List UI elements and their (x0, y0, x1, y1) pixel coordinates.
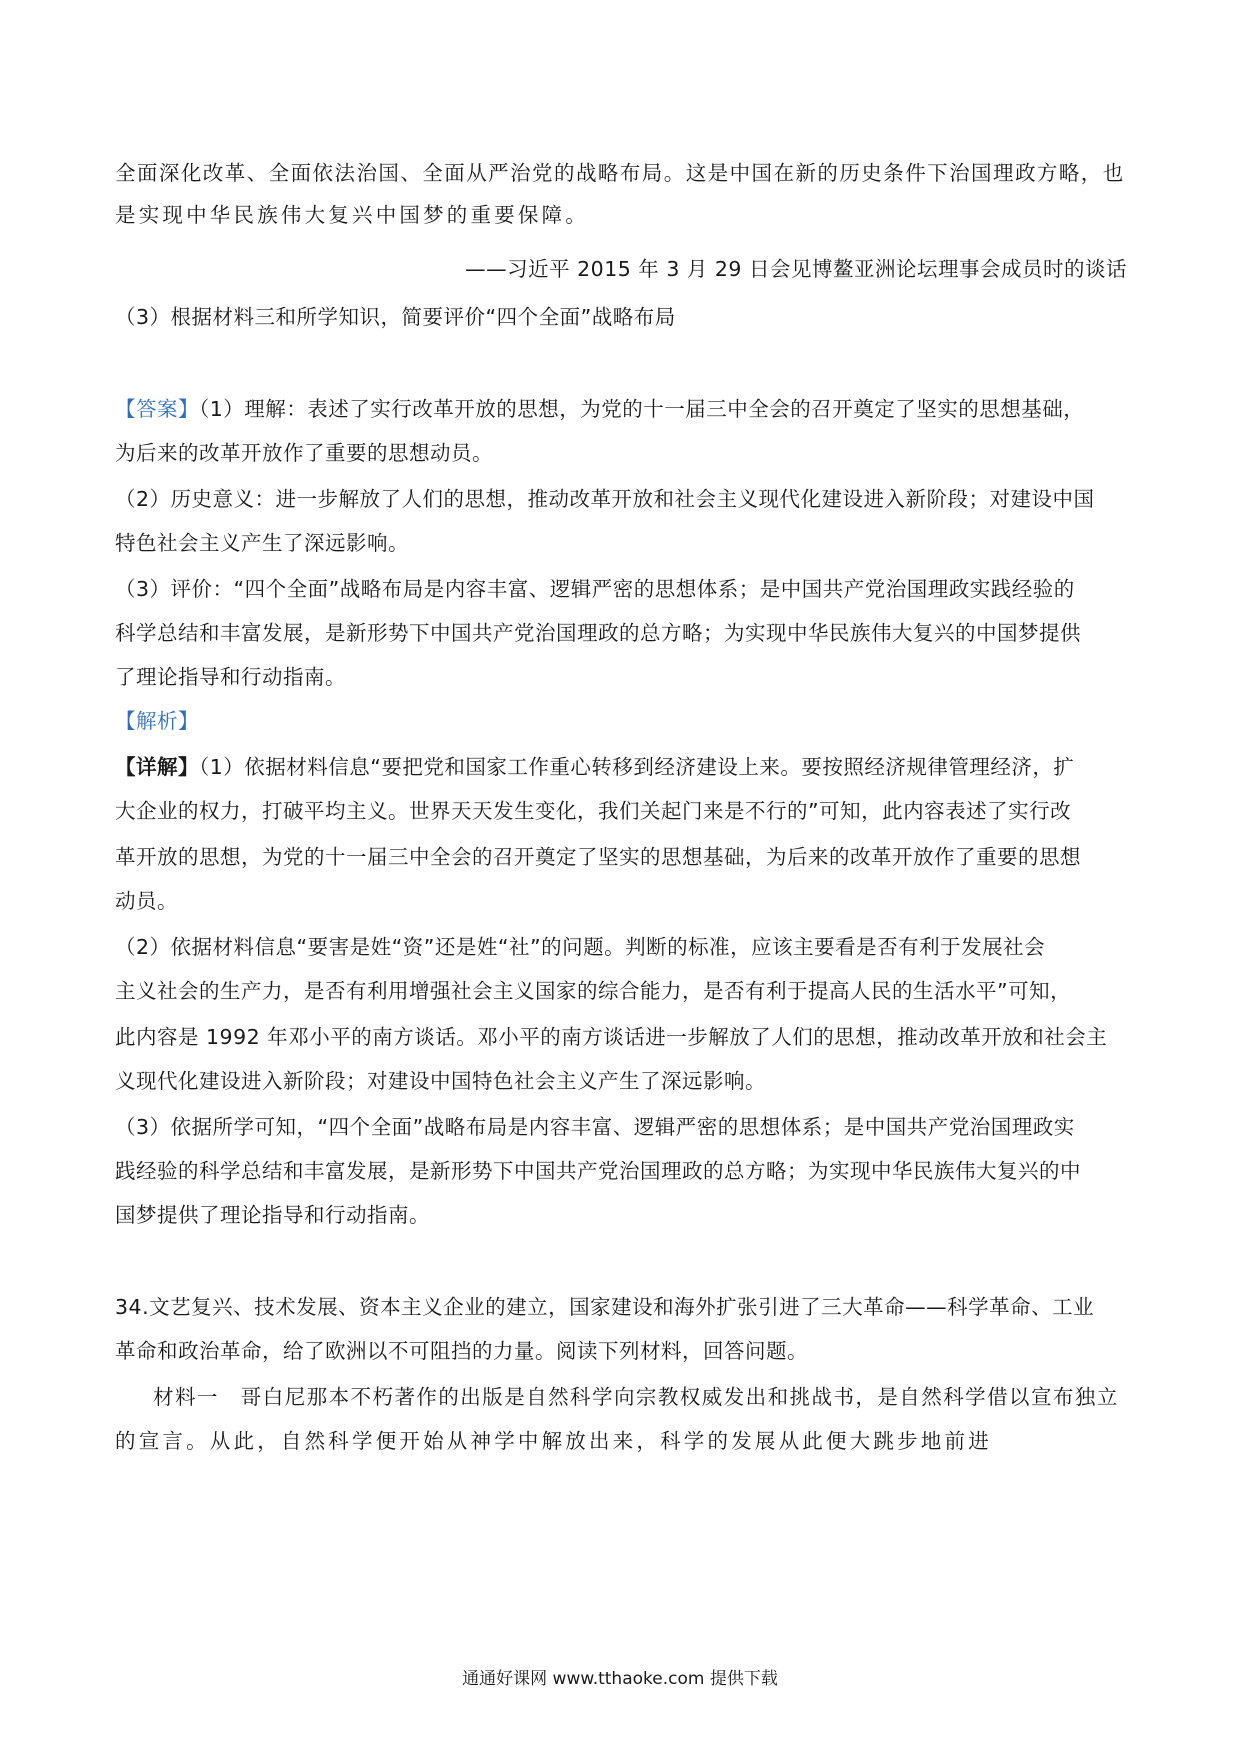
question-34-line-1: 34.文艺复兴、技术发展、资本主义企业的建立，国家建设和海外扩张引进了三大革命——科学革命、工业 (115, 1295, 1095, 1319)
detail-3-line-1: （3）依据所学可知，“四个全面”战略布局是内容丰富、逻辑严密的思想体系；是中国共产党治国理政实 (115, 1115, 1075, 1139)
detail-tag: 【详解】 (115, 755, 199, 779)
detail-1-line-4: 动员。 (115, 889, 178, 913)
answer-3-line-1: （3）评价：“四个全面”战略布局是内容丰富、逻辑严密的思想体系；是中国共产党治国理政实践经验的 (115, 577, 1075, 601)
detail-1-line-2: 大企业的权力，打破平均主义。世界天天发生变化，我们关起门来是不行的”可知，此内容表述了实行改 (115, 799, 1072, 823)
detail-2-line-4: 义现代化建设进入新阶段；对建设中国特色社会主义产生了深远影响。 (115, 1069, 766, 1093)
answer-2-line-1: （2）历史意义：进一步解放了人们的思想，推动改革开放和社会主义现代化建设进入新阶段；对建设中国 (115, 487, 1095, 511)
analysis-tag: 【解析】 (115, 709, 199, 733)
answer-1-text: （1）理解：表述了实行改革开放的思想，为党的十一届三中全会的召开奠定了坚实的思想基础， (199, 397, 1085, 421)
material-three-line-2: 是实现中华民族伟大复兴中国梦的重要保障。 (115, 203, 589, 227)
material-three-line-1: 全面深化改革、全面依法治国、全面从严治党的战略布局。这是中国在新的历史条件下治国理政方略，也 (115, 161, 1125, 185)
material-one-line-2: 的宣言。从此，自然科学便开始从神学中解放出来，科学的发展从此便大跳步地前进 (115, 1429, 992, 1453)
answer-1-line-2: 为后来的改革开放作了重要的思想动员。 (115, 441, 493, 465)
detail-3-line-2: 践经验的科学总结和丰富发展，是新形势下中国共产党治国理政的总方略；为实现中华民族伟大复兴的中 (115, 1159, 1081, 1183)
answer-3-line-3: 了理论指导和行动指南。 (115, 665, 346, 689)
detail-2-line-1: （2）依据材料信息“要害是姓“资”还是姓“社”的问题。判断的标准，应该主要看是否有利于发展社会 (115, 935, 1046, 959)
detail-line-1 (115, 754, 1125, 780)
answer-2-line-2: 特色社会主义产生了深远影响。 (115, 531, 409, 555)
question-three: （3）根据材料三和所学知识，简要评价“四个全面”战略布局 (115, 305, 676, 329)
detail-1-text: （1）依据材料信息“要把党和国家工作重心转移到经济建设上来。要按照经济规律管理经济，扩 (199, 755, 1075, 779)
answer-tag: 【答案】 (115, 397, 199, 421)
question-34-line-2: 革命和政治革命，给了欧洲以不可阻挡的力量。阅读下列材料，回答问题。 (115, 1339, 808, 1363)
page-footer: 通通好课网 www.tthaoke.com 提供下载 (462, 1669, 778, 1689)
detail-2-line-3: 此内容是 1992 年邓小平的南方谈话。邓小平的南方谈话进一步解放了人们的思想，推动改革开放和社会主 (115, 1025, 1108, 1049)
answer-line-1 (115, 396, 1125, 422)
material-three-citation: ——习近平 2015 年 3 月 29 日会见博鳌亚洲论坛理事会成员时的谈话 (465, 257, 1127, 281)
material-one-line-1: 材料一 哥白尼那本不朽著作的出版是自然科学向宗教权威发出和挑战书，是自然科学借以宣布独立 (153, 1385, 1119, 1409)
answer-3-line-2: 科学总结和丰富发展，是新形势下中国共产党治国理政的总方略；为实现中华民族伟大复兴的中国梦提供 (115, 621, 1081, 645)
detail-3-line-3: 国梦提供了理论指导和行动指南。 (115, 1203, 430, 1227)
detail-2-line-2: 主义社会的生产力，是否有利用增强社会主义国家的综合能力，是否有利于提高人民的生活水平”可知， (115, 979, 1072, 1003)
detail-1-line-3: 革开放的思想，为党的十一届三中全会的召开奠定了坚实的思想基础，为后来的改革开放作了重要的思想 (115, 845, 1081, 869)
